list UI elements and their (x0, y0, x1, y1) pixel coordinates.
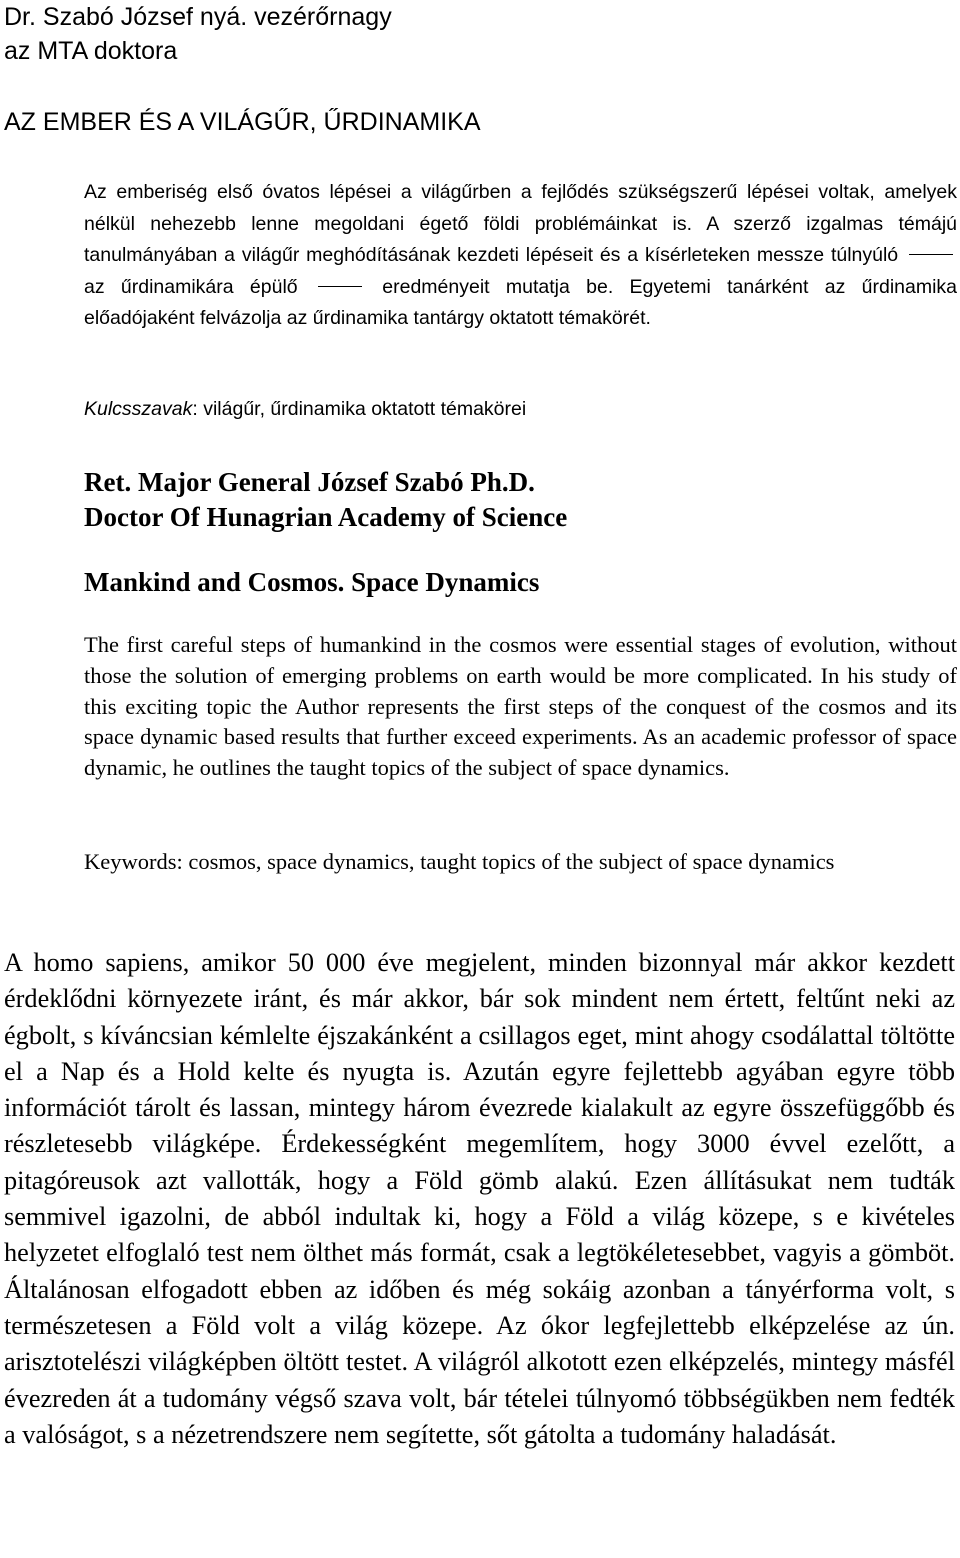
abstract-hungarian (84, 177, 957, 335)
abstract-en-text: The first careful steps of humankind in the cosmos were essential stages of evolution, without those the solution of emerging problems on earth would be more complicated. In his study of this exciting topic the Author represents the first steps of the conquest of the cosmos and its space dynamic based results that further exceed experiments. As an academic professor of space dynamic, he outlines the taught topics of the subject of space dynamics. (84, 632, 957, 781)
keywords-hungarian (84, 394, 526, 425)
abstract-hu-part1: Az emberiség első óvatos lépései a világűrben a fejlődés szükségszerű lépései voltak, amelyek nélkül nehezebb lenne megoldani égető földi problémáinkat is. A szerző izgalmas témájú tanulmányában a világűr meghódításának kezdeti lépéseit és a kísérleteken messze túlnyúló (84, 181, 957, 266)
author-title-en: Doctor Of Hunagrian Academy of Science (84, 502, 568, 532)
em-dash (318, 286, 362, 287)
keywords-en-text: Keywords: cosmos, space dynamics, taught topics of the subject of space dynamics (84, 849, 835, 874)
keywords-english (84, 847, 957, 878)
body-text (4, 945, 955, 1453)
author-block-hungarian (4, 0, 392, 68)
em-dash (909, 254, 953, 255)
abstract-english (84, 630, 957, 784)
author-title-hu: az MTA doktora (4, 37, 178, 65)
keywords-hu-text: : világűr, űrdinamika oktatott témakörei (192, 398, 527, 420)
article-title-hu: AZ EMBER ÉS A VILÁGŰR, ŰRDINAMIKA (4, 108, 481, 136)
keywords-hu-label: Kulcsszavak (84, 398, 193, 420)
abstract-hu-part3: eredményeit mutatja be. Egyetemi tanárként az űrdinamika előadójaként felvázolja az űrdinamika tantárgy oktatott témakörét. (84, 275, 958, 329)
author-name-hu: Dr. Szabó József nyá. vezérőrnagy (4, 3, 392, 31)
author-name-en: Ret. Major General József Szabó Ph.D. (84, 467, 535, 497)
body-paragraph: A homo sapiens, amikor 50 000 éve megjelent, minden bizonnyal már akkor kezdett érdeklődni környezete iránt, és már akkor, bár sok mindent nem értett, feltűnt neki az égbolt, s kíváncsian kémlelte éjszakánként a csillagos eget, mint ahogy csodálattal töltötte el a Nap és a Hold kelte és nyugta is. Azután egyre fejlettebb agyában egyre több információt tárolt és lassan, mintegy három évezrede kialakult az egyre összefüggőbb és részletesebb világképe. Érdekességként megemlítem, hogy 3000 évvel ezelőtt, a pitagóreusok azt vallották, hogy a Föld gömb alakú. Ezen állításukat nem tudták semmivel igazolni, de abból indultak ki, hogy a Föld a világ közepe, s e kivételes helyzetet elfoglaló test nem ölthet más formát, csak a legtökéletesebbet, vagyis a gömböt. Általánosan elfogadott ebben az időben és még sokáig azonban a tányérforma volt, s természetesen a Föld volt a világ közepe. Az ókor legfejlettebb elképzelése az ún. arisztotelészi világképben öltött testet. A világról alkotott ezen elképzelés, mintegy másfél évezreden át a tudomány végső szava volt, bár tételei túlnyomó többségükben nem fedték a valóságot, s a nézetrendszere nem segítette, sőt gátolta a tudomány haladását. (4, 948, 955, 1449)
article-title-en: Mankind and Cosmos. Space Dynamics (84, 567, 540, 597)
author-block-english (84, 465, 567, 535)
abstract-hu-part2: az űrdinamikára épülő (84, 275, 298, 298)
